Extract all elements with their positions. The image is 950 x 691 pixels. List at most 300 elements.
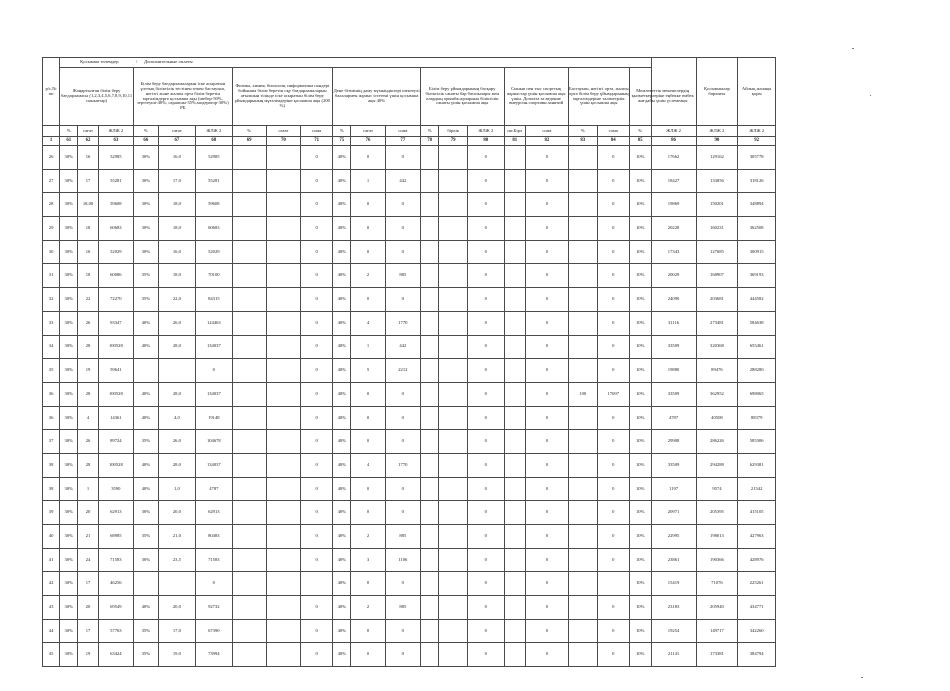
table-cell xyxy=(266,477,300,501)
table-cell: 0 xyxy=(468,264,504,288)
subheader-cell: ЖЛЖ 2 xyxy=(696,126,738,137)
table-cell: 0 xyxy=(301,548,333,572)
table-cell: 30% xyxy=(60,643,78,667)
table-cell xyxy=(439,359,468,383)
table-cell: 20971 xyxy=(651,501,696,525)
table-cell: 35% xyxy=(134,264,159,288)
table-cell: 0 xyxy=(468,525,504,549)
table-row xyxy=(43,382,776,406)
table-row xyxy=(43,169,776,193)
table-cell xyxy=(232,525,266,549)
table-cell xyxy=(504,406,525,430)
table-cell: 0 xyxy=(468,453,504,477)
table-cell: 22 xyxy=(78,288,98,312)
column-number: 62 xyxy=(78,137,98,146)
table-cell: 0 xyxy=(385,217,420,241)
table-cell: 30% xyxy=(134,548,159,572)
table-cell: 36 xyxy=(43,406,60,430)
table-cell: 30% xyxy=(60,193,78,217)
subheader-cell: % xyxy=(568,126,597,137)
table-cell: 0 xyxy=(351,477,385,501)
table-cell: 1 xyxy=(351,169,385,193)
table-cell: 10% xyxy=(629,572,651,596)
table-cell: 427963 xyxy=(738,525,776,549)
table-row xyxy=(43,501,776,525)
table-cell: 0 xyxy=(385,146,420,170)
subheader-row xyxy=(43,126,776,137)
table-cell: 4787 xyxy=(196,477,232,501)
table-cell xyxy=(504,288,525,312)
column-number: 68 xyxy=(196,137,232,146)
subheader-cell: % xyxy=(333,126,351,137)
table-cell: 40% xyxy=(134,477,159,501)
table-cell xyxy=(504,430,525,454)
table-cell: 885 xyxy=(385,596,420,620)
table-cell xyxy=(504,619,525,643)
column-number: 81 xyxy=(504,137,525,146)
column-number: 66 xyxy=(134,137,159,146)
table-cell: 655461 xyxy=(738,335,776,359)
table-cell: 0 xyxy=(301,477,333,501)
table-cell: 22995 xyxy=(651,525,696,549)
table-cell xyxy=(232,596,266,620)
table-row xyxy=(43,596,776,620)
table-cell xyxy=(232,146,266,170)
table-cell: 133856 xyxy=(696,169,738,193)
table-cell: 52029 xyxy=(98,240,133,264)
table-cell xyxy=(421,619,439,643)
table-cell: 10% xyxy=(629,525,651,549)
table-cell xyxy=(568,169,597,193)
table-cell xyxy=(266,359,300,383)
table-cell: 885 xyxy=(385,525,420,549)
table-cell xyxy=(504,193,525,217)
subheader-cell: сома xyxy=(597,126,629,137)
table-cell: 0 xyxy=(351,501,385,525)
table-cell: 17697 xyxy=(597,382,629,406)
table-cell: 21542 xyxy=(738,477,776,501)
table-cell: 27 xyxy=(43,169,60,193)
table-cell xyxy=(504,572,525,596)
subheader-cell: ЖЛЖ 2 xyxy=(98,126,133,137)
table-cell: 30% xyxy=(60,525,78,549)
table-cell: 0 xyxy=(301,240,333,264)
table-row xyxy=(43,335,776,359)
table-cell xyxy=(421,335,439,359)
table-cell: 18,00 xyxy=(78,193,98,217)
table-cell: 70100 xyxy=(196,264,232,288)
table-cell: 42 xyxy=(43,572,60,596)
table-cell: 0 xyxy=(525,217,568,241)
table-cell: 149717 xyxy=(696,619,738,643)
table-cell xyxy=(266,146,300,170)
table-cell: 124463 xyxy=(196,311,232,335)
table-cell: 17343 xyxy=(651,240,696,264)
table-cell: 0 xyxy=(597,406,629,430)
table-cell: 40% xyxy=(333,359,351,383)
table-cell: 0 xyxy=(525,525,568,549)
table-cell: 17,0 xyxy=(158,619,195,643)
table-cell: 9574 xyxy=(696,477,738,501)
table-cell xyxy=(421,382,439,406)
table-cell xyxy=(266,264,300,288)
table-cell: 23,5 xyxy=(158,548,195,572)
table-cell: 100 xyxy=(568,382,597,406)
table-cell: 19254 xyxy=(651,619,696,643)
table-cell: 10% xyxy=(629,335,651,359)
table-cell xyxy=(232,169,266,193)
table-cell: 60683 xyxy=(98,217,133,241)
table-cell: 0 xyxy=(301,193,333,217)
table-cell xyxy=(421,359,439,383)
table-cell: 0 xyxy=(468,430,504,454)
column-number: 67 xyxy=(158,137,195,146)
table-cell: 40% xyxy=(333,264,351,288)
table-cell: 30% xyxy=(60,596,78,620)
table-cell: 0 xyxy=(525,193,568,217)
table-cell: 21141 xyxy=(651,643,696,667)
table-cell: 28 xyxy=(43,193,60,217)
table-cell: 21,0 xyxy=(158,525,195,549)
table-cell xyxy=(568,406,597,430)
table-cell: 28 xyxy=(78,382,98,406)
table-cell xyxy=(504,240,525,264)
table-cell: 318126 xyxy=(738,169,776,193)
table-cell: 30% xyxy=(60,169,78,193)
table-row xyxy=(43,193,776,217)
table-cell: 0 xyxy=(468,193,504,217)
table-cell: 0 xyxy=(301,406,333,430)
table-cell: 0 xyxy=(468,288,504,312)
table-cell: 362952 xyxy=(696,382,738,406)
table-cell: 35% xyxy=(134,525,159,549)
table-cell xyxy=(439,596,468,620)
table-cell: 30% xyxy=(60,548,78,572)
table-cell: 0 xyxy=(468,359,504,383)
table-cell xyxy=(421,453,439,477)
table-cell: 10% xyxy=(629,311,651,335)
table-cell xyxy=(439,146,468,170)
table-cell xyxy=(568,572,597,596)
table-cell xyxy=(504,501,525,525)
table-cell xyxy=(266,525,300,549)
table-cell: 10% xyxy=(629,548,651,572)
table-cell xyxy=(301,572,333,596)
table-cell: 442 xyxy=(385,169,420,193)
table-cell: 20,0 xyxy=(158,501,195,525)
table-cell: 0 xyxy=(597,501,629,525)
scan-speck xyxy=(852,48,854,49)
table-row xyxy=(43,453,776,477)
table-cell: 16,0 xyxy=(158,146,195,170)
table-cell xyxy=(266,453,300,477)
table-cell: 0 xyxy=(597,335,629,359)
table-cell: 294288 xyxy=(696,453,738,477)
table-cell: 0 xyxy=(351,619,385,643)
table-cell xyxy=(232,359,266,383)
table-cell: 40% xyxy=(134,311,159,335)
table-cell: 33 xyxy=(43,311,60,335)
table-cell xyxy=(232,288,266,312)
subheader-cell: % xyxy=(421,126,439,137)
table-cell: 0 xyxy=(468,382,504,406)
table-cell: 0 xyxy=(597,525,629,549)
table-cell: 0 xyxy=(468,240,504,264)
table-cell xyxy=(504,548,525,572)
table-cell xyxy=(568,193,597,217)
table-row xyxy=(43,548,776,572)
table-cell: 2 xyxy=(351,264,385,288)
table-cell: 1770 xyxy=(385,311,420,335)
table-cell: 1106 xyxy=(385,548,420,572)
table-cell: 26,0 xyxy=(158,430,195,454)
table-cell: 0 xyxy=(597,548,629,572)
table-cell: 40% xyxy=(333,643,351,667)
table-cell: 18,0 xyxy=(158,193,195,217)
table-cell: 0 xyxy=(597,288,629,312)
table-cell: 0 xyxy=(597,359,629,383)
slash: / xyxy=(135,59,138,65)
table-cell xyxy=(232,572,266,596)
subheader-cell: ЖЛЖ 2 xyxy=(738,126,776,137)
table-cell: 134037 xyxy=(196,382,232,406)
table-cell xyxy=(568,548,597,572)
table-cell: 0 xyxy=(525,643,568,667)
table-cell xyxy=(421,643,439,667)
table-row xyxy=(43,643,776,667)
table-cell: 38 xyxy=(43,477,60,501)
table-cell xyxy=(504,382,525,406)
column-number: 71 xyxy=(301,137,333,146)
table-cell: 0 xyxy=(301,453,333,477)
table-cell: 40% xyxy=(333,288,351,312)
table-cell: 0 xyxy=(385,643,420,667)
table-cell: 30% xyxy=(60,311,78,335)
table-cell: 0 xyxy=(597,311,629,335)
table-cell xyxy=(439,525,468,549)
table-cell: 415105 xyxy=(738,501,776,525)
table-cell: 0 xyxy=(597,193,629,217)
table-cell: 362508 xyxy=(738,217,776,241)
table-cell: 71583 xyxy=(98,548,133,572)
table-cell: 0 xyxy=(301,619,333,643)
table-cell: 32 xyxy=(43,288,60,312)
table-cell: 0 xyxy=(525,288,568,312)
table-cell xyxy=(232,406,266,430)
table-cell: 0 xyxy=(468,217,504,241)
table-cell: 0 xyxy=(301,335,333,359)
scan-speck xyxy=(861,677,863,678)
payroll-table xyxy=(42,57,776,667)
table-cell: 0 xyxy=(301,382,333,406)
table-cell xyxy=(266,288,300,312)
table-cell: 442 xyxy=(385,335,420,359)
table-cell: 300915 xyxy=(738,240,776,264)
table-cell: 30% xyxy=(60,382,78,406)
table-cell xyxy=(266,240,300,264)
table-cell: 0 xyxy=(385,477,420,501)
table-cell: 40% xyxy=(134,453,159,477)
table-cell: 0 xyxy=(597,264,629,288)
column-number: 77 xyxy=(385,137,420,146)
table-cell xyxy=(266,406,300,430)
table-cell: 190366 xyxy=(696,548,738,572)
table-cell xyxy=(232,193,266,217)
table-cell xyxy=(439,430,468,454)
table-cell: 30% xyxy=(134,193,159,217)
table-cell: 0 xyxy=(468,501,504,525)
table-cell: 40% xyxy=(333,619,351,643)
table-cell: 10% xyxy=(629,217,651,241)
table-cell xyxy=(232,643,266,667)
table-row xyxy=(43,359,776,383)
top-left-label: Қосымша төлемдер xyxy=(80,59,119,65)
table-cell xyxy=(504,643,525,667)
table-cell: 0 xyxy=(525,406,568,430)
table-cell xyxy=(568,643,597,667)
table-cell: 698065 xyxy=(738,382,776,406)
table-cell: 31 xyxy=(43,264,60,288)
table-cell: 10% xyxy=(629,288,651,312)
table-cell: 428976 xyxy=(738,548,776,572)
table-cell: 30% xyxy=(60,477,78,501)
subheader-cell: сағат xyxy=(266,126,300,137)
table-cell: 92732 xyxy=(196,596,232,620)
table-cell: 127685 xyxy=(696,240,738,264)
table-cell: 19 xyxy=(78,359,98,383)
table-cell xyxy=(439,477,468,501)
table-cell: 17 xyxy=(78,572,98,596)
table-cell: 0 xyxy=(196,359,232,383)
table-cell: 40% xyxy=(333,453,351,477)
table-cell: 150201 xyxy=(696,193,738,217)
table-cell xyxy=(439,169,468,193)
table-row xyxy=(43,406,776,430)
table-cell: 30% xyxy=(134,146,159,170)
table-cell: 36 xyxy=(43,382,60,406)
table-cell: 2212 xyxy=(385,359,420,383)
table-cell: 26,0 xyxy=(158,311,195,335)
table-cell: 0 xyxy=(301,146,333,170)
table-cell: 35 xyxy=(43,359,60,383)
table-cell: 37 xyxy=(43,430,60,454)
table-cell: 0 xyxy=(597,643,629,667)
table-cell: 55281 xyxy=(98,169,133,193)
table-cell: 28,0 xyxy=(158,382,195,406)
table-cell: 40% xyxy=(333,406,351,430)
table-cell: 40 xyxy=(43,525,60,549)
table-cell: 629381 xyxy=(738,453,776,477)
table-cell: 10% xyxy=(629,430,651,454)
table-cell: 0 xyxy=(301,430,333,454)
column-number: 80 xyxy=(468,137,504,146)
table-cell: 52985 xyxy=(196,146,232,170)
table-cell xyxy=(266,217,300,241)
table-cell xyxy=(134,572,159,596)
table-cell: 52029 xyxy=(196,240,232,264)
table-cell: 0 xyxy=(597,453,629,477)
table-cell: 384794 xyxy=(738,643,776,667)
table-cell: 30% xyxy=(60,406,78,430)
table-cell: 33509 xyxy=(651,453,696,477)
column-number: 69 xyxy=(232,137,266,146)
table-cell xyxy=(266,596,300,620)
table-cell: 0 xyxy=(468,619,504,643)
table-cell: 3 xyxy=(351,548,385,572)
table-cell xyxy=(232,477,266,501)
table-cell xyxy=(232,217,266,241)
subheader-cell: сома xyxy=(525,126,568,137)
table-cell: 28,0 xyxy=(158,453,195,477)
table-cell xyxy=(568,477,597,501)
table-cell xyxy=(232,501,266,525)
table-cell: 0 xyxy=(468,477,504,501)
table-row xyxy=(43,525,776,549)
subheader-cell: ЖЛЖ 2 xyxy=(196,126,232,137)
table-cell: 30% xyxy=(60,572,78,596)
table-cell xyxy=(504,311,525,335)
table-cell xyxy=(568,264,597,288)
table-cell: 28 xyxy=(78,335,98,359)
table-cell xyxy=(266,619,300,643)
table-cell: 40% xyxy=(333,596,351,620)
table-cell xyxy=(421,217,439,241)
table-cell xyxy=(266,169,300,193)
table-cell xyxy=(266,430,300,454)
table-cell: 43 xyxy=(43,596,60,620)
table-cell xyxy=(439,406,468,430)
table-row xyxy=(43,477,776,501)
table-cell: 225261 xyxy=(738,572,776,596)
table-cell: 35% xyxy=(134,430,159,454)
table-cell: 18427 xyxy=(651,169,696,193)
table-cell: 60086 xyxy=(98,264,133,288)
table-cell xyxy=(158,572,195,596)
table-cell: 40% xyxy=(134,596,159,620)
table-cell: 10% xyxy=(629,193,651,217)
table-cell: 10% xyxy=(629,453,651,477)
subheader-cell: сағат xyxy=(351,126,385,137)
table-cell: 80483 xyxy=(196,525,232,549)
table-cell: 72270 xyxy=(98,288,133,312)
table-cell: 16,0 xyxy=(158,240,195,264)
group-header: Білім беру ұйымдарының басқару біліктілік санаты бар басшылары мен олардың орынбасарларына біліктілік санаты үшін қосымша ақы xyxy=(421,68,505,126)
table-cell: 26 xyxy=(78,430,98,454)
table-cell: 30% xyxy=(60,146,78,170)
table-cell: 10% xyxy=(629,169,651,193)
table-cell: 40% xyxy=(333,477,351,501)
table-cell: 10% xyxy=(629,501,651,525)
table-cell: 305778 xyxy=(738,146,776,170)
table-cell: 59641 xyxy=(98,359,133,383)
group-header: Физика, химия, биология, информатика пәндері бойынша білім беретін оқу бағдарламаларын ағылшын тілінде іске асыратын білім беру ұйымдарының мұғалімдеріне қосымша ақы (200 %) xyxy=(232,68,333,126)
group-header: Дене бітімінің даму мүмкіндіктері шектеулі балалармен жұмыс істегені үшін қосымша ақы 40% xyxy=(333,68,421,126)
table-cell: 41 xyxy=(43,548,60,572)
table-cell: 24090 xyxy=(651,288,696,312)
table-cell: 29 xyxy=(43,217,60,241)
table-cell: 62913 xyxy=(98,501,133,525)
table-cell: 89724 xyxy=(98,430,133,454)
table-cell: 348894 xyxy=(738,193,776,217)
table-cell: 198013 xyxy=(696,525,738,549)
table-cell: 20029 xyxy=(651,264,696,288)
table-cell: 134037 xyxy=(196,335,232,359)
table-cell: 33509 xyxy=(651,335,696,359)
table-cell: 44 xyxy=(43,619,60,643)
table-cell xyxy=(266,311,300,335)
table-row xyxy=(43,217,776,241)
table-cell: 23183 xyxy=(651,596,696,620)
